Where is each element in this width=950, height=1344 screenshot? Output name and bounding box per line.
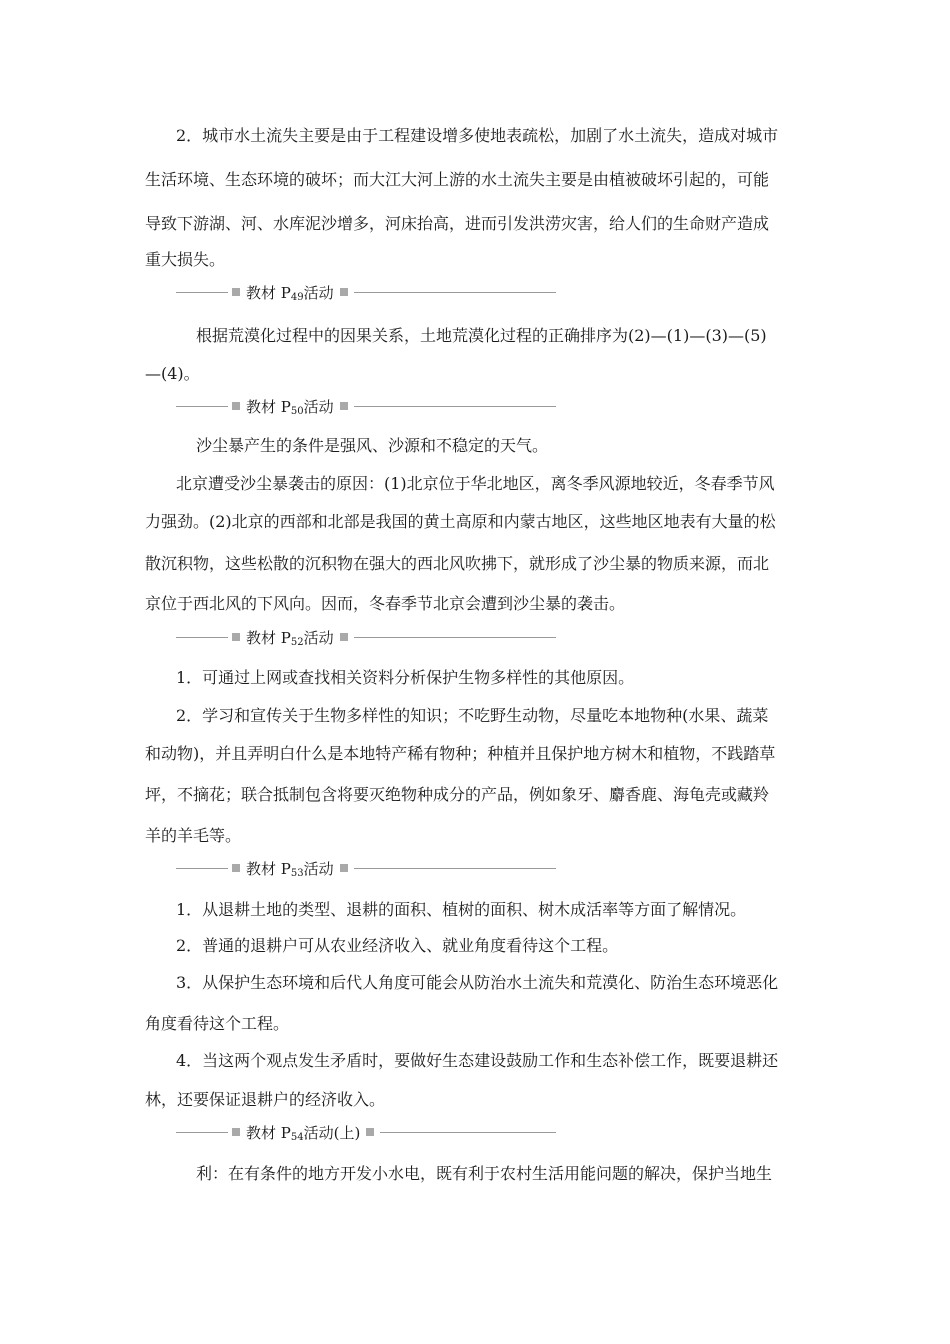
- section-title: 教材 $P_{49}$活动: [246, 283, 334, 303]
- paragraph-line: 沙尘暴产生的条件是强风、沙源和不稳定的天气。: [196, 436, 549, 455]
- square-marker-icon: [232, 1128, 240, 1136]
- paragraph-line: 角度看待这个工程。: [145, 1014, 290, 1033]
- paragraph-line: 1．可通过上网或查找相关资料分析保护生物多样性的其他原因。: [176, 668, 635, 687]
- paragraph-line: 4．当这两个观点发生矛盾时，要做好生态建设鼓励工作和生态补偿工作，既要退耕还: [176, 1051, 779, 1070]
- paragraph-line: 北京遭受沙尘暴袭击的原因：(1)北京位于华北地区，离冬季风源地较近，冬春季节风: [176, 474, 775, 493]
- divider-right: [354, 868, 556, 869]
- section-title: 教材 $P_{50}$活动: [246, 397, 334, 417]
- square-marker-icon: [340, 288, 348, 296]
- paragraph-line: 京位于西北风的下风向。因而，冬春季节北京会遭到沙尘暴的袭击。: [145, 594, 626, 613]
- paragraph-line: 散沉积物，这些松散的沉积物在强大的西北风吹拂下，就形成了沙尘暴的物质来源，而北: [145, 554, 770, 573]
- square-marker-icon: [340, 633, 348, 641]
- square-marker-icon: [366, 1128, 374, 1136]
- paragraph-line: 2．城市水土流失主要是由于工程建设增多使地表疏松，加剧了水土流失，造成对城市: [176, 126, 779, 145]
- divider-right: [354, 292, 556, 293]
- square-marker-icon: [340, 864, 348, 872]
- paragraph-line: 重大损失。: [145, 250, 226, 269]
- divider-left: [176, 637, 228, 638]
- section-title: 教材 $P_{52}$活动: [246, 628, 334, 648]
- paragraph-line: 利：在有条件的地方开发小水电，既有利于农村生活用能问题的解决，保护当地生: [196, 1164, 773, 1183]
- divider-right: [354, 637, 556, 638]
- paragraph-line: 力强劲。(2)北京的西部和北部是我国的黄土高原和内蒙古地区，这些地区地表有大量的松: [145, 512, 776, 531]
- divider-left: [176, 868, 228, 869]
- section-header: [176, 1122, 556, 1142]
- paragraph-line: 生活环境、生态环境的破坏；而大江大河上游的水土流失主要是由植被破坏引起的，可能: [145, 170, 770, 189]
- square-marker-icon: [232, 288, 240, 296]
- divider-right: [354, 406, 556, 407]
- paragraph-line: 羊的羊毛等。: [145, 826, 242, 845]
- paragraph-line: 2．普通的退耕户可从农业经济收入、就业角度看待这个工程。: [176, 936, 619, 955]
- paragraph-line: 导致下游湖、河、水库泥沙增多，河床抬高，进而引发洪涝灾害，给人们的生命财产造成: [145, 214, 770, 233]
- divider-left: [176, 1132, 228, 1133]
- square-marker-icon: [232, 633, 240, 641]
- paragraph-line: —(4)。: [145, 364, 200, 383]
- paragraph-line: 3．从保护生态环境和后代人角度可能会从防治水土流失和荒漠化、防治生态环境恶化: [176, 973, 779, 992]
- square-marker-icon: [232, 402, 240, 410]
- paragraph-line: 根据荒漠化过程中的因果关系，土地荒漠化过程的正确排序为(2)—(1)—(3)—(5): [196, 326, 767, 345]
- paragraph-line: 林，还要保证退耕户的经济收入。: [145, 1090, 386, 1109]
- section-title: 教材 $P_{54}$活动(上): [246, 1123, 361, 1143]
- divider-left: [176, 406, 228, 407]
- paragraph-line: 2．学习和宣传关于生物多样性的知识；不吃野生动物，尽量吃本地物种(水果、蔬菜: [176, 706, 769, 725]
- section-header: [176, 396, 556, 416]
- section-header: [176, 282, 556, 302]
- divider-right: [380, 1132, 556, 1133]
- paragraph-line: 坪，不摘花；联合抵制包含将要灭绝物种成分的产品，例如象牙、麝香鹿、海龟壳或藏羚: [145, 785, 770, 804]
- square-marker-icon: [340, 402, 348, 410]
- paragraph-line: 和动物)，并且弄明白什么是本地特产稀有物种；种植并且保护地方树木和植物，不践踏草: [145, 744, 776, 763]
- section-header: [176, 858, 556, 878]
- section-header: [176, 627, 556, 647]
- paragraph-line: 1．从退耕土地的类型、退耕的面积、植树的面积、树木成活率等方面了解情况。: [176, 900, 747, 919]
- divider-left: [176, 292, 228, 293]
- square-marker-icon: [232, 864, 240, 872]
- section-title: 教材 $P_{53}$活动: [246, 859, 334, 879]
